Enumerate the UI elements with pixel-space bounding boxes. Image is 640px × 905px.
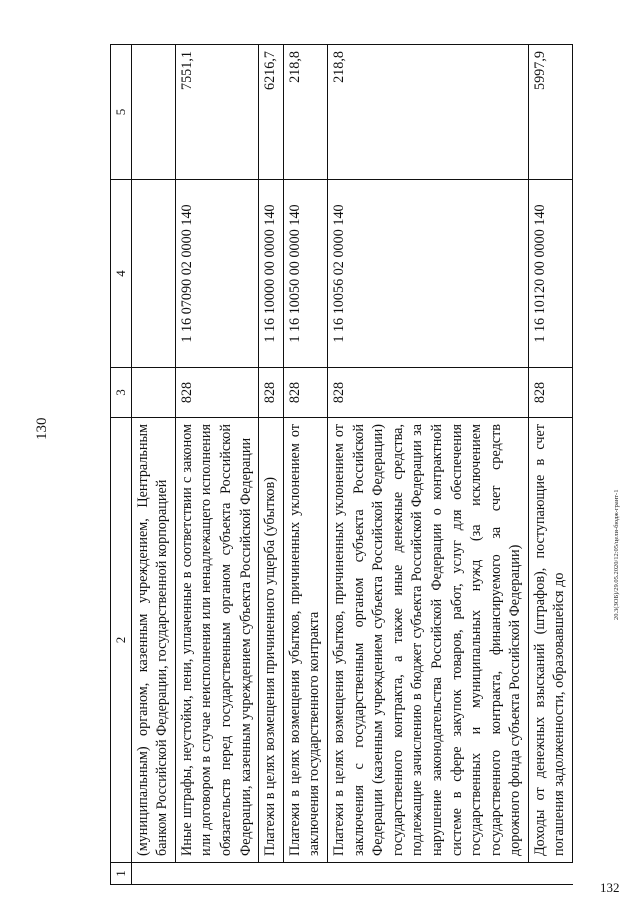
cell-amount: 218,8 bbox=[283, 45, 327, 180]
header-col-4: 4 bbox=[111, 180, 132, 368]
cell-description: (муниципальным) органом, казенным учреждением, Центральным банком Российской Федерации, государственной корпорацией bbox=[131, 418, 175, 863]
table-row bbox=[528, 45, 572, 885]
cell-amount: 218,8 bbox=[327, 45, 528, 180]
table-header-row bbox=[111, 45, 132, 885]
budget-table bbox=[110, 44, 573, 885]
cell-admin-code bbox=[131, 368, 175, 418]
cell-col1 bbox=[283, 863, 327, 885]
cell-admin-code: 828 bbox=[528, 368, 572, 418]
cell-kbk-code: 1 16 10056 02 0000 140 bbox=[327, 180, 528, 368]
cell-admin-code: 828 bbox=[283, 368, 327, 418]
table-row bbox=[175, 45, 258, 885]
cell-amount bbox=[131, 45, 175, 180]
cell-col1 bbox=[131, 863, 175, 885]
cell-col1 bbox=[175, 863, 258, 885]
cell-admin-code: 828 bbox=[259, 368, 284, 418]
cell-kbk-code bbox=[131, 180, 175, 368]
page-number-center: 130 bbox=[34, 417, 50, 440]
cell-description: Платежи в целях возмещения убытков, причиненных уклонением от заключения с государственным органом субъекта Российской Федерации (казенным учреждением субъекта Российской Федерации) государственного контракта, а также иные денежные средства, подлежащие зачислению в бюджет субъекта Российской Федерации за нарушение законодательства Российской Федерации о контрактной системе в сфере закупок товаров, работ, услуг для обеспечения государственных и муниципальных нужд (за исключением государственного контракта, финансируемого за счет средств дорожного фонда субъекта Российской Федерации) bbox=[327, 418, 528, 863]
cell-description: Платежи в целях возмещения убытков, причиненных уклонением от заключения государственного контракта bbox=[283, 418, 327, 863]
header-col-5: 5 bbox=[111, 45, 132, 180]
cell-col1 bbox=[327, 863, 528, 885]
document-stamp: 20.3(ЗОБ)/29.05.2020/12:05/цели-бюдж-грант-1 bbox=[613, 489, 620, 620]
cell-description: Доходы от денежных взысканий (штрафов), поступающие в счет погашения задолженности, образовавшейся до bbox=[528, 418, 572, 863]
cell-description: Платежи в целях возмещения причиненного ущерба (убытков) bbox=[259, 418, 284, 863]
cell-kbk-code: 1 16 10000 00 0000 140 bbox=[259, 180, 284, 368]
cell-amount: 6216,7 bbox=[259, 45, 284, 180]
header-col-1: 1 bbox=[111, 863, 132, 885]
table-row bbox=[327, 45, 528, 885]
page-number-bottom: 132 bbox=[600, 880, 620, 895]
table-row bbox=[131, 45, 175, 885]
cell-admin-code: 828 bbox=[327, 368, 528, 418]
header-col-3: 3 bbox=[111, 368, 132, 418]
cell-col1 bbox=[528, 863, 572, 885]
cell-amount: 7551,1 bbox=[175, 45, 258, 180]
cell-kbk-code: 1 16 10050 00 0000 140 bbox=[283, 180, 327, 368]
cell-amount: 5997,9 bbox=[528, 45, 572, 180]
header-col-2: 2 bbox=[111, 418, 132, 863]
cell-kbk-code: 1 16 07090 02 0000 140 bbox=[175, 180, 258, 368]
cell-kbk-code: 1 16 10120 00 0000 140 bbox=[528, 180, 572, 368]
budget-table-rotated bbox=[110, 45, 620, 885]
table-row bbox=[259, 45, 284, 885]
cell-col1 bbox=[259, 863, 284, 885]
cell-description: Иные штрафы, неустойки, пени, уплаченные в соответствии с законом или договором в случае неисполнения или ненадлежащего исполнения обязательств перед государственным органом субъекта Российской Федерации, казенным учреждением субъекта Российской Федерации bbox=[175, 418, 258, 863]
table-row bbox=[283, 45, 327, 885]
cell-admin-code: 828 bbox=[175, 368, 258, 418]
